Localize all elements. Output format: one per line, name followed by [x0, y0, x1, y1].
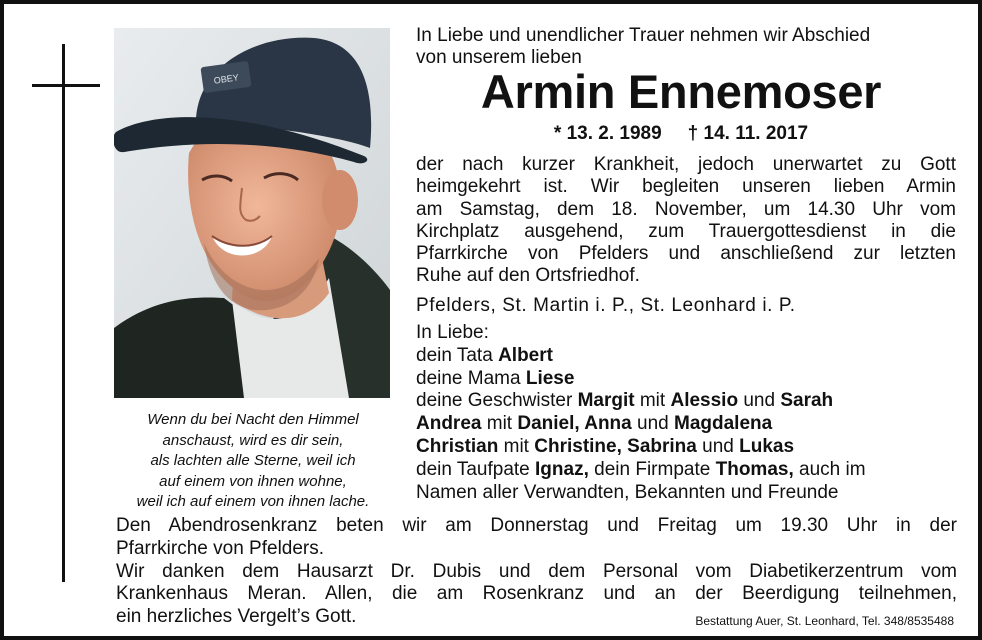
family-line-mother: deine Mama Liese	[416, 367, 575, 389]
birth-date: * 13. 2. 1989	[553, 123, 662, 144]
poem-line: Wenn du bei Nacht den Himmel	[147, 411, 359, 428]
poem-line: anschaust, wird es dir sein,	[162, 431, 344, 449]
cap-logo-text: OBEY	[213, 72, 240, 86]
announcement-line: der nach kurzer Krankheit, jedoch unerwartet zu Gott	[416, 154, 956, 175]
family-line-sibling: Christian mit Christine, Sabrina und Lukas	[416, 435, 795, 457]
undertaker-credit: Bestattung Auer, St. Leonhard, Tel. 348/8535488	[695, 614, 954, 628]
family-line-godparents: dein Taufpate Ignaz, dein Firmpate Thomas, auch im	[416, 458, 866, 480]
family-line-sibling: deine Geschwister Margit mit Alessio und Sarah	[416, 390, 834, 412]
death-date: † 14. 11. 2017	[687, 123, 809, 144]
thanks-line: Wir danken dem Hausarzt Dr. Dubis und dem Personal vom Diabetikerzentrum vom	[116, 560, 957, 582]
cross-icon-bar	[32, 84, 100, 87]
announcement-line: am Samstag, dem 18. November, um 14.30 Uhr vom	[416, 198, 956, 220]
announcement-line: heimgekehrt ist. Wir begleiten unseren lieben Armin	[416, 176, 956, 198]
in-liebe-label: In Liebe:	[416, 322, 489, 343]
poem	[112, 410, 394, 513]
family-line-closing: Namen aller Verwandten, Bekannten und Freunde	[416, 481, 839, 503]
family-line-sibling: Andrea mit Daniel, Anna und Magdalena	[416, 413, 773, 435]
service-line: Pfarrkirche von Pfelders.	[116, 537, 325, 559]
announcement-line: Ruhe auf den Ortsfriedhof.	[416, 265, 640, 287]
family-line-father: dein Tata Albert	[416, 344, 553, 366]
announcement-line: Kirchplatz ausgehend, zum Trauergottesdienst in die	[416, 220, 956, 242]
mourners-list	[416, 322, 956, 504]
poem-line: weil ich auf einem von ihnen lache.	[136, 493, 370, 510]
service-details	[116, 515, 957, 629]
life-dates	[416, 122, 946, 146]
portrait-photo	[114, 28, 390, 398]
places-line: Pfelders, St. Martin i. P., St. Leonhard i. P.	[416, 295, 796, 316]
thanks-line: ein herzliches Vergelt’s Gott.	[116, 606, 357, 628]
thanks-line: Krankenhaus Meran. Allen, die am Rosenkranz und an der Beerdigung teilnehmen,	[116, 583, 957, 605]
announcement-line: Pfarrkirche von Pfelders und anschließend zur letzten	[416, 243, 956, 265]
poem-line: auf einem von ihnen wohne,	[159, 472, 347, 490]
announcement-text	[416, 154, 956, 288]
intro-line: In Liebe und unendlicher Trauer nehmen wir Abschied	[416, 25, 871, 46]
intro-line: von unserem lieben	[416, 47, 582, 68]
poem-line: als lachten alle Sterne, weil ich	[150, 452, 356, 469]
service-line: Den Abendrosenkranz beten wir am Donnerstag und Freitag um 19.30 Uhr in der	[116, 515, 957, 536]
deceased-name: Armin Ennemoser	[480, 65, 882, 118]
cross-icon	[62, 44, 65, 582]
